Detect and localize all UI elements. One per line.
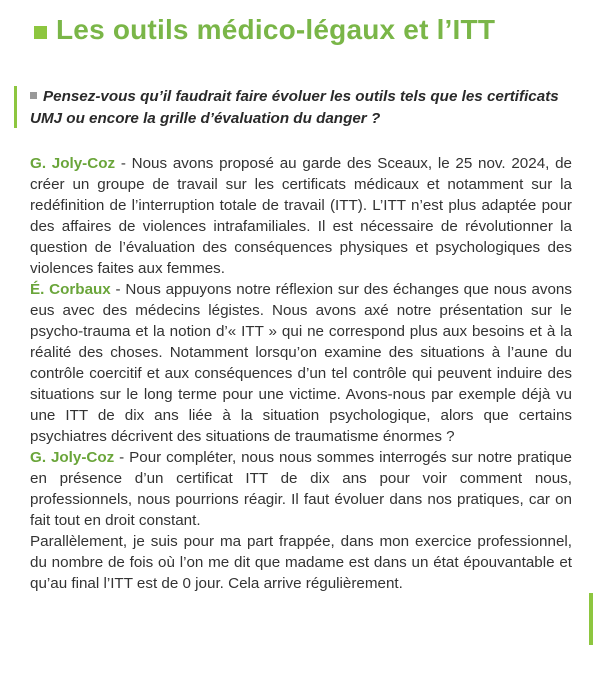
answer-text: - Pour compléter, nous nous sommes interrogés sur notre pratique en présence d’un certificat ITT de dix ans pour voir comment nous, professionnels, nous pourrions réagir. Il faut évoluer dans nos pratiques, car on fait tout en droit constant. — [30, 449, 572, 529]
answer-text: Parallèlement, je suis pour ma part frappée, dans mon exercice professionnel, du nombre de fois où l’on me dit que madame est dans un état épouvantable et qu’au final l’ITT est de 0 jour. Cela arrive régulièrement. — [30, 533, 572, 592]
speaker-name: G. Joly-Coz — [30, 155, 116, 172]
square-bullet-icon — [30, 92, 37, 99]
square-bullet-icon — [34, 26, 47, 39]
speaker-name: G. Joly-Coz — [30, 449, 115, 466]
section-heading — [34, 14, 495, 46]
answer-paragraph — [30, 447, 572, 531]
margin-accent-bar — [589, 593, 593, 645]
interview-body — [30, 153, 572, 594]
question-text: Pensez-vous qu’il faudrait faire évoluer les outils tels que les certificats UMJ ou encore la grille d’évaluation du danger ? — [30, 88, 559, 127]
answer-text: - Nous avons proposé au garde des Sceaux, le 25 nov. 2024, de créer un groupe de travail sur les certificats médicaux et notamment sur la redéfinition de l’interruption totale de travail (ITT). L’ITT n’est plus adaptée pour des affaires de violences intrafamiliales. Il est nécessaire de révolutionner la question de l’évaluation des conséquences physiques et psychologiques des violences faites aux femmes. — [30, 155, 572, 277]
question-accent-bar — [14, 86, 17, 128]
section-title: Les outils médico-légaux et l’ITT — [56, 14, 496, 45]
answer-paragraph — [30, 279, 572, 447]
answer-text: - Nous appuyons notre réflexion sur des échanges que nous avons eus avec des médecins légistes. Nous avons axé notre présentation sur le psycho-trauma et la notion d’« ITT » qui ne correspond plus aux besoins et à la réalité des choses. Notamment lorsqu’on examine des situations à l’aune du contrôle coercitif et aux conséquences d’un tel contrôle qui peuvent induire des situations sur le long terme pour une victime. Avons-nous par exemple déjà vu une ITT de dix ans liée à la situation psychologique, alors que certains psychiatres décrivent des situations de traumatisme énormes ? — [30, 281, 572, 445]
interview-question — [30, 86, 575, 130]
answer-paragraph — [30, 153, 572, 279]
speaker-name: É. Corbaux — [30, 281, 111, 298]
answer-paragraph — [30, 531, 572, 594]
